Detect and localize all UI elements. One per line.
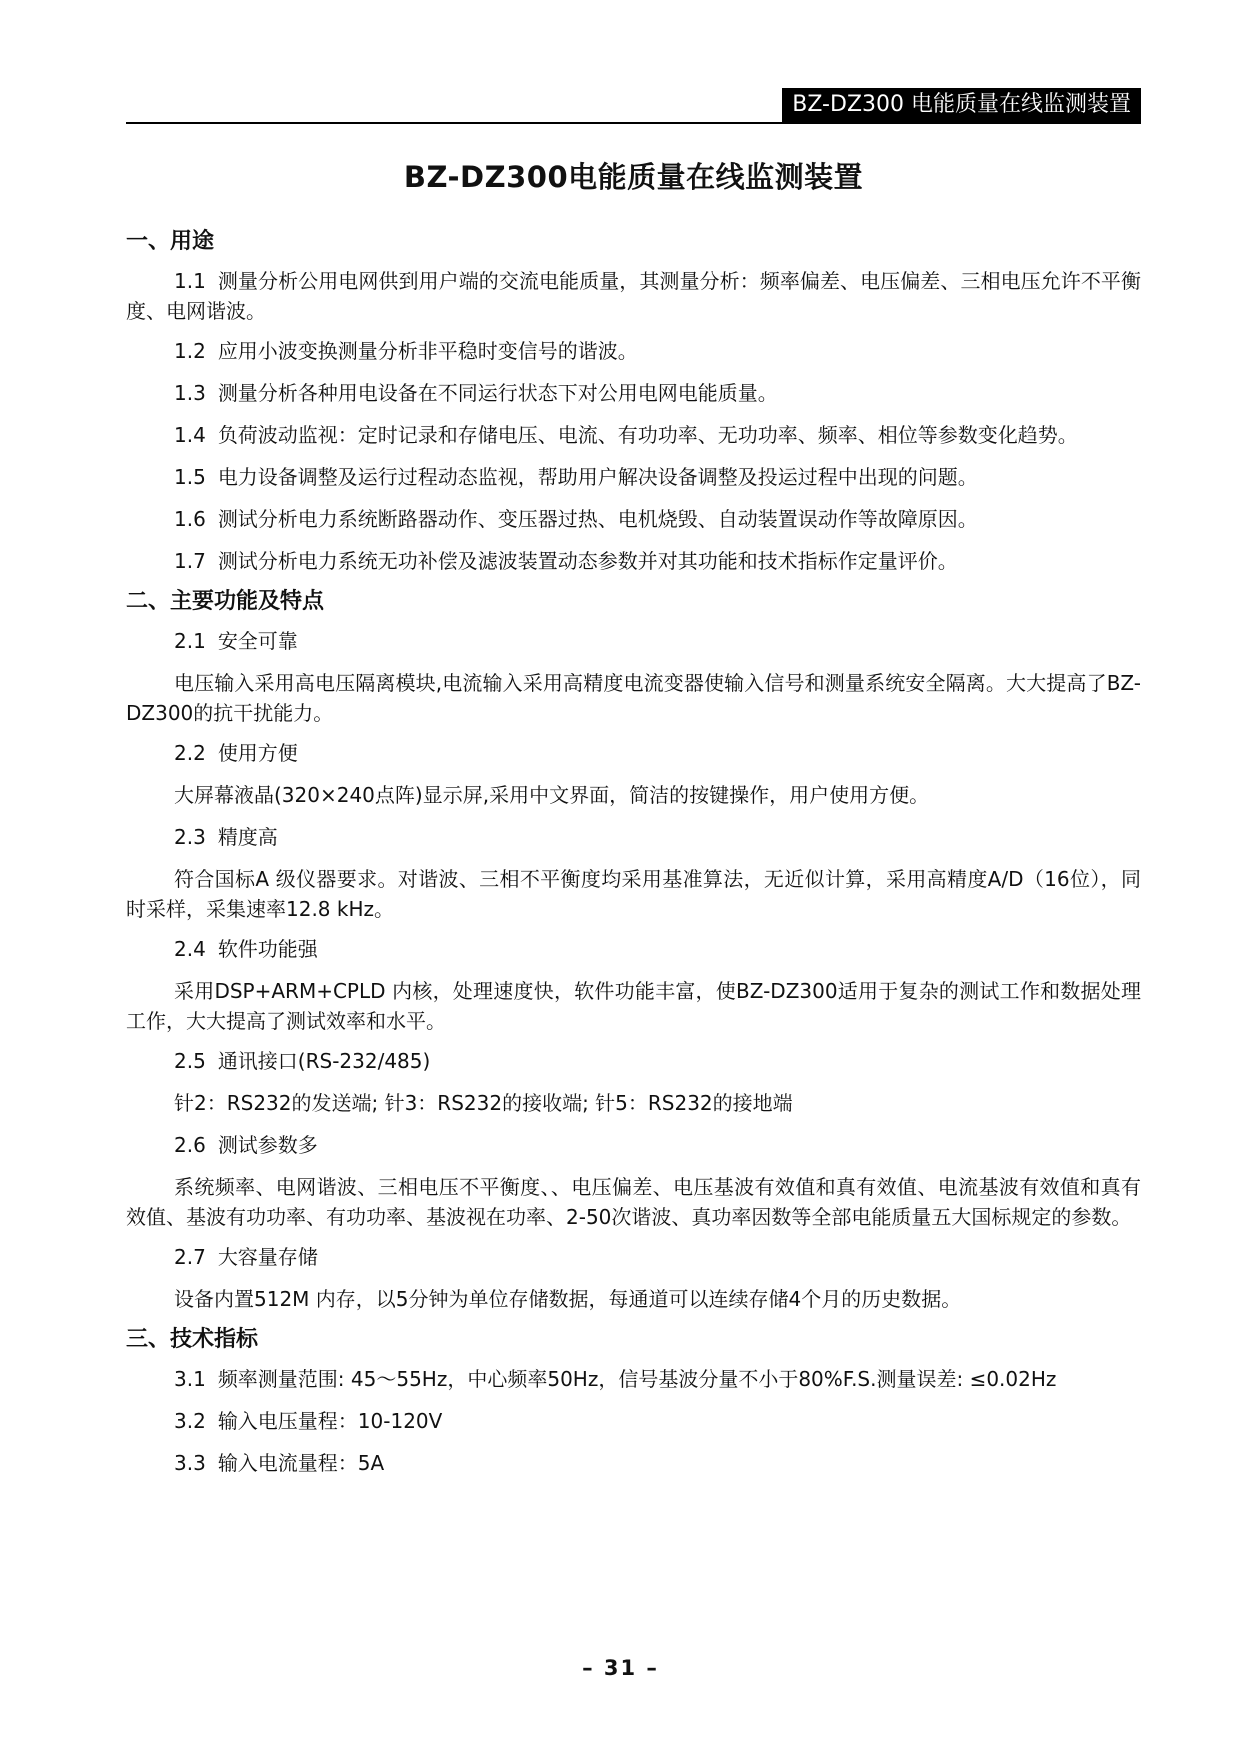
list-item	[126, 336, 1141, 366]
item-number: 2.4	[174, 937, 206, 961]
item-text: 测量分析各种用电设备在不同运行状态下对公用电网电能质量。	[217, 381, 778, 405]
item-number: 1.5	[174, 465, 206, 489]
list-item	[126, 462, 1141, 492]
paragraph	[126, 1284, 1141, 1314]
paragraph	[126, 668, 1141, 728]
item-number: 1.1	[174, 269, 206, 293]
item-number: 3.2	[174, 1409, 206, 1433]
section-heading-features: 二、主要功能及特点	[126, 589, 325, 614]
list-item	[126, 266, 1141, 326]
list-item	[126, 1406, 1141, 1436]
item-text: 安全可靠	[217, 629, 298, 653]
document-body	[126, 228, 1141, 1490]
list-item	[126, 1448, 1141, 1478]
item-text: 测试分析电力系统无功补偿及滤波装置动态参数并对其功能和技术指标作定量评价。	[217, 549, 958, 573]
item-text: 频率测量范围: 45～55Hz，中心频率50Hz，信号基波分量不小于80%F.S.测量误差: ≤0.02Hz	[217, 1367, 1057, 1391]
subsection-title	[126, 1242, 1141, 1272]
item-text: 电压输入采用高电压隔离模块,电流输入采用高精度电流变器使输入信号和测量系统安全隔离。大大提高了BZ-DZ300的抗干扰能力。	[126, 671, 1141, 725]
list-item	[126, 504, 1141, 534]
running-header: BZ-DZ300 电能质量在线监测装置	[782, 88, 1141, 122]
item-number: 2.3	[174, 825, 206, 849]
item-number: 1.2	[174, 339, 206, 363]
item-text: 采用DSP+ARM+CPLD 内核，处理速度快，软件功能丰富，使BZ-DZ300适用于复杂的测试工作和数据处理工作，大大提高了测试效率和水平。	[126, 979, 1141, 1033]
item-number: 2.2	[174, 741, 206, 765]
item-number: 3.3	[174, 1451, 206, 1475]
list-item	[126, 1364, 1141, 1394]
item-text: 负荷波动监视：定时记录和存储电压、电流、有功功率、无功功率、频率、相位等参数变化趋势。	[217, 423, 1078, 447]
subsection-title	[126, 934, 1141, 964]
item-text: 测量分析公用电网供到用户端的交流电能质量，其测量分析：频率偏差、电压偏差、三相电压允许不平衡度、电网谐波。	[126, 269, 1141, 323]
page-number: – 31 –	[582, 1656, 659, 1680]
item-text: 软件功能强	[217, 937, 318, 961]
subsection-title	[126, 1046, 1141, 1076]
paragraph	[126, 1088, 1141, 1118]
paragraph	[126, 864, 1141, 924]
section-heading-usage: 一、用途	[126, 229, 215, 254]
item-number: 1.4	[174, 423, 206, 447]
list-item	[126, 420, 1141, 450]
item-text: 大屏幕液晶(320×240点阵)显示屏,采用中文界面，简洁的按键操作，用户使用方便。	[174, 783, 930, 807]
header-rule	[126, 122, 1141, 124]
item-text: 系统频率、电网谐波、三相电压不平衡度、、电压偏差、电压基波有效值和真有效值、电流基波有效值和真有效值、基波有功功率、有功功率、基波视在功率、2-50次谐波、真功率因数等全部电能质量五大国标规定的参数。	[126, 1175, 1141, 1229]
item-text: 大容量存储	[217, 1245, 318, 1269]
paragraph	[126, 1172, 1141, 1232]
item-text: 针2：RS232的发送端; 针3：RS232的接收端; 针5：RS232的接地端	[174, 1091, 793, 1115]
item-text: 应用小波变换测量分析非平稳时变信号的谐波。	[217, 339, 638, 363]
item-text: 测试参数多	[217, 1133, 318, 1157]
item-text: 输入电流量程：5A	[217, 1451, 385, 1475]
item-number: 2.7	[174, 1245, 206, 1269]
item-number: 2.5	[174, 1049, 206, 1073]
item-text: 电力设备调整及运行过程动态监视，帮助用户解决设备调整及投运过程中出现的问题。	[217, 465, 978, 489]
item-text: 设备内置512M 内存，以5分钟为单位存储数据，每通道可以连续存储4个月的历史数据。	[174, 1287, 962, 1311]
item-number: 2.1	[174, 629, 206, 653]
subsection-title	[126, 822, 1141, 852]
item-number: 3.1	[174, 1367, 206, 1391]
subsection-title	[126, 1130, 1141, 1160]
list-item	[126, 378, 1141, 408]
item-text: 精度高	[217, 825, 278, 849]
item-number: 2.6	[174, 1133, 206, 1157]
item-text: 使用方便	[217, 741, 298, 765]
subsection-title	[126, 738, 1141, 768]
item-text: 测试分析电力系统断路器动作、变压器过热、电机烧毁、自动装置误动作等故障原因。	[217, 507, 978, 531]
item-text: 符合国标A 级仪器要求。对谐波、三相不平衡度均采用基准算法，无近似计算，采用高精度A/D（16位），同时采样，采集速率12.8 kHz。	[126, 867, 1141, 921]
subsection-title	[126, 626, 1141, 656]
paragraph	[126, 976, 1141, 1036]
item-text: 输入电压量程：10-120V	[217, 1409, 443, 1433]
item-number: 1.6	[174, 507, 206, 531]
page-title: BZ-DZ300电能质量在线监测装置	[403, 160, 864, 195]
section-heading-specs: 三、技术指标	[126, 1327, 259, 1352]
list-item	[126, 546, 1141, 576]
item-number: 1.7	[174, 549, 206, 573]
paragraph	[126, 780, 1141, 810]
item-number: 1.3	[174, 381, 206, 405]
item-text: 通讯接口(RS-232/485)	[217, 1049, 431, 1073]
